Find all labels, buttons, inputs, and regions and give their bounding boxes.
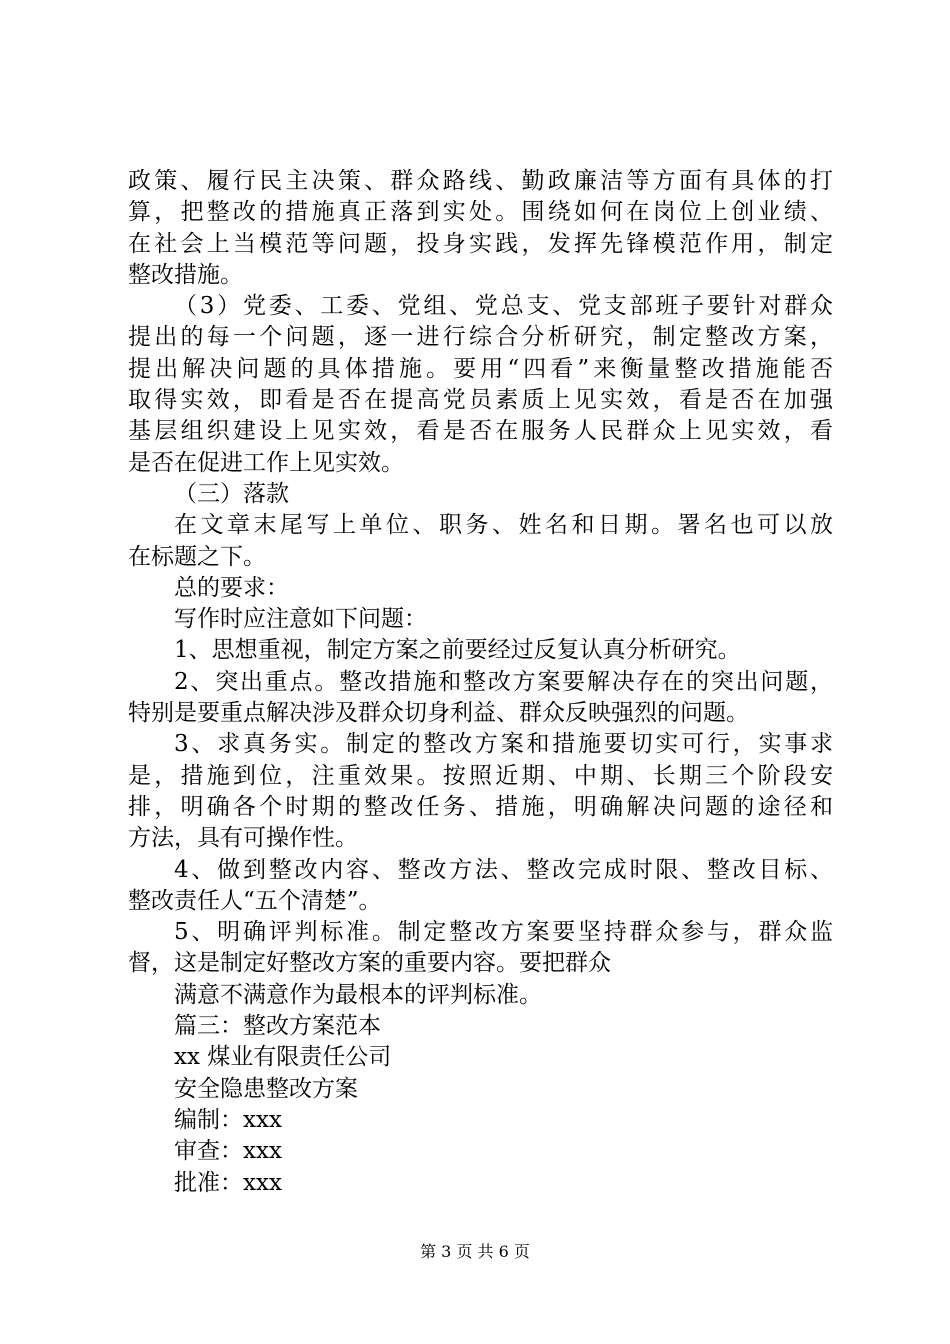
text-line: 在文章末尾写上单位、职务、姓名和日期。署名也可以放	[174, 512, 833, 539]
text-line: 审查：xxx	[174, 1138, 282, 1165]
text-line: 是否在促进工作上见实效。	[128, 449, 404, 476]
text-line: 提出的每一个问题，逐一进行综合分析研究，制定整改方案，	[128, 324, 833, 351]
text-line: 在社会上当模范等问题，投身实践，发挥先锋模范作用，制定	[128, 230, 833, 257]
text-line: 满意不满意作为最根本的评判标准。	[174, 981, 542, 1008]
text-line: 编制：xxx	[174, 1106, 282, 1133]
text-line: 整改措施。	[128, 261, 243, 288]
document-body	[128, 166, 833, 1199]
text-line: 3、求真务实。制定的整改方案和措施要切实可行，实事求	[174, 731, 833, 758]
text-line: 写作时应注意如下问题：	[174, 606, 427, 633]
text-line: 4、做到整改内容、整改方法、整改完成时限、整改目标、	[174, 856, 833, 883]
text-line: 批准：xxx	[174, 1169, 282, 1196]
text-line: 总的要求：	[174, 574, 289, 601]
text-line: 是，措施到位，注重效果。按照近期、中期、长期三个阶段安	[128, 762, 833, 789]
text-line: 督，这是制定好整改方案的重要内容。要把群众	[128, 950, 611, 977]
text-line: 政策、履行民主决策、群众路线、勤政廉洁等方面有具体的打	[128, 168, 833, 194]
text-line: 安全隐患整改方案	[174, 1075, 358, 1102]
text-line: 取得实效，即看是否在提高党员素质上见实效，看是否在加强	[128, 387, 833, 414]
text-line: （3）党委、工委、党组、党总支、党支部班子要针对群众	[174, 293, 833, 320]
text-line: 算，把整改的措施真正落到实处。围绕如何在岗位上创业绩、	[128, 199, 833, 226]
text-line: 排，明确各个时期的整改任务、措施，明确解决问题的途径和	[128, 793, 833, 820]
text-line: 在标题之下。	[128, 543, 266, 570]
text-line: 2、突出重点。整改措施和整改方案要解决存在的突出问题，	[174, 668, 833, 695]
text-line: 基层组织建设上见实效，看是否在服务人民群众上见实效，看	[128, 418, 833, 445]
text-line: 方法，具有可操作性。	[128, 825, 358, 852]
text-line: 整改责任人“五个清楚”。	[128, 887, 382, 914]
text-line: （三）落款	[174, 480, 289, 507]
text-line: 提出解决问题的具体措施。要用“四看”来衡量整改措施能否	[128, 355, 833, 382]
text-line: xx 煤业有限责任公司	[174, 1044, 392, 1071]
text-line: 特别是要重点解决涉及群众切身利益、群众反映强烈的问题。	[128, 700, 749, 727]
text-line: 篇三：整改方案范本	[174, 1013, 381, 1040]
text-line: 1、思想重视，制定方案之前要经过反复认真分析研究。	[174, 637, 741, 664]
page-footer: 第 3 页 共 6 页	[420, 1242, 530, 1261]
text-line: 5、明确评判标准。制定整改方案要坚持群众参与，群众监	[174, 919, 833, 946]
